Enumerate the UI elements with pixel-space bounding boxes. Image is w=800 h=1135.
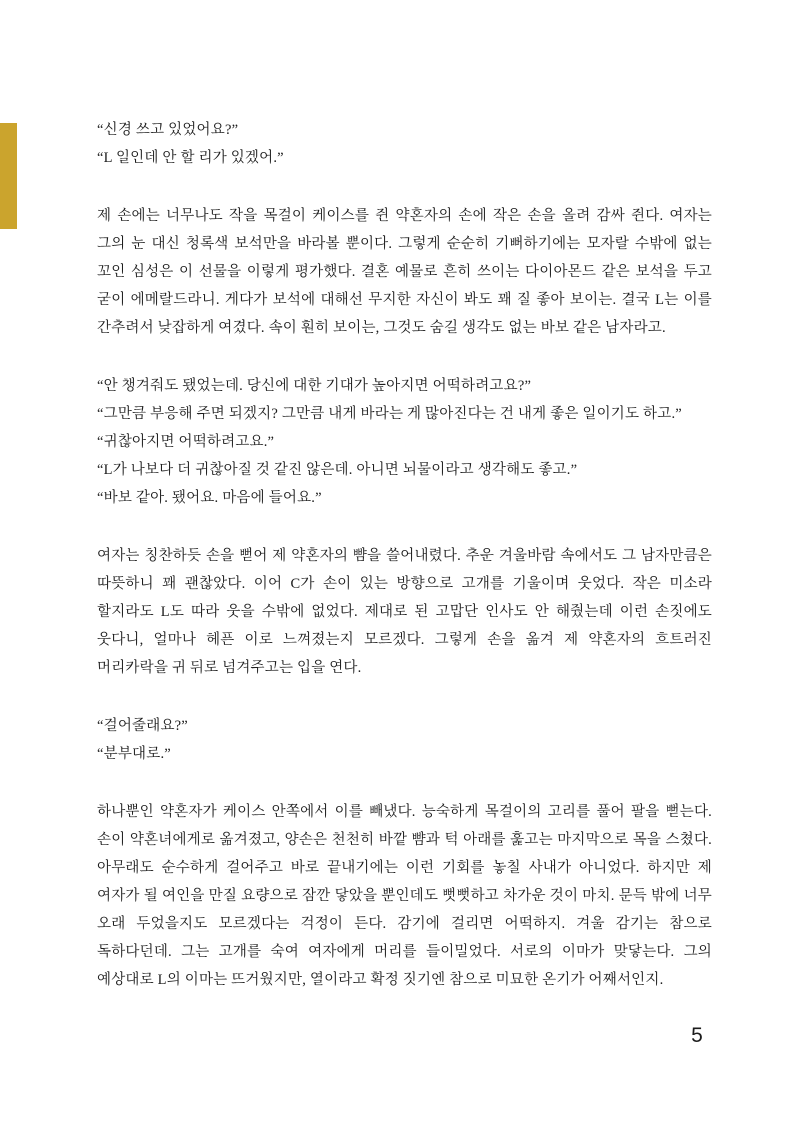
- dialogue-line: “걸어줄래요?”: [97, 718, 188, 734]
- dialogue-line: “L 일인데 안 할 리가 있겠어.”: [97, 150, 284, 166]
- dialogue-line: “그만큼 부응해 주면 되겠지? 그만큼 내게 바라는 게 많아진다는 건 내게 좋은 일이기도 하고.”: [97, 406, 682, 422]
- paragraph-text: 하나뿐인 약혼자가 케이스 안쪽에서 이를 빼냈다. 능숙하게 목걸이의 고리를 풀어 팔을 뻗는다. 손이 약혼녀에게로 옮겨졌고, 양손은 천천히 바깥 뺨과 턱 아래를 훑고는 마지막으로 목을 스쳤다. 아무래도 순수하게 걸어주고 바로 끝내기에는 이런 기회를 놓칠 사내가 아니었다. 하지만 제 여자가 될 여인을 만질 요량으로 잠깐 닿았을 뿐인데도 뻣뻣하고 차가운 것이 마치. 문득 밖에 너무 오래 두었을지도 모르겠다는 걱정이 든다. 감기에 걸리면 어떡하지. 겨울 감기는 참으로 독하다던데. 그는 고개를 숙여 여자에게 머리를 들이밀었다. 서로의 이마가 맞닿는다. 그의 예상대로 L의 이마는 뜨거웠지만, 열이라고 확정 짓기엔 참으로 미묘한 온기가 어째서인지.: [97, 804, 712, 988]
- paragraph-block: [97, 202, 712, 342]
- dialogue-line: “신경 쓰고 있었어요?”: [97, 122, 239, 138]
- accent-bar: [0, 123, 17, 229]
- dialogue-block: [97, 372, 712, 512]
- dialogue-block: [97, 712, 712, 768]
- text-blocks: [97, 116, 712, 994]
- dialogue-line: “안 챙겨줘도 됐었는데. 당신에 대한 기대가 높아지면 어떡하려고요?”: [97, 378, 532, 394]
- page-number: 5: [691, 1024, 703, 1047]
- paragraph-block: [97, 798, 712, 994]
- dialogue-line: “바보 같아. 됐어요. 마음에 들어요.”: [97, 490, 322, 506]
- dialogue-line: “분부대로.”: [97, 746, 171, 762]
- paragraph-text: 제 손에는 너무나도 작을 목걸이 케이스를 쥔 약혼자의 손에 작은 손을 올려 감싸 쥔다. 여자는 그의 눈 대신 청록색 보석만을 바라볼 뿐이다. 그렇게 순순히 기뻐하기에는 모자랄 수밖에 없는 꼬인 심성은 이 선물을 이렇게 평가했다. 결혼 예물로 흔히 쓰이는 다이아몬드 같은 보석을 두고 굳이 에메랄드라니. 게다가 보석에 대해선 무지한 자신이 봐도 꽤 질 좋아 보이는. 결국 L는 이를 간추려서 낮잡하게 여겼다. 속이 훤히 보이는, 그것도 숨길 생각도 없는 바보 같은 남자라고.: [97, 208, 712, 336]
- dialogue-block: [97, 116, 712, 172]
- paragraph-text: 여자는 칭찬하듯 손을 뻗어 제 약혼자의 뺨을 쓸어내렸다. 추운 겨울바람 속에서도 그 남자만큼은 따뜻하니 꽤 괜찮았다. 이어 C가 손이 있는 방향으로 고개를 기울이며 웃었다. 작은 미소라 할지라도 L도 따라 웃을 수밖에 없었다. 제대로 된 고맙단 인사도 안 해줬는데 이런 손짓에도 웃다니, 얼마나 헤픈 이로 느껴졌는지 모르겠다. 그렇게 손을 옮겨 제 약혼자의 흐트러진 머리카락을 귀 뒤로 넘겨주고는 입을 연다.: [97, 548, 712, 676]
- dialogue-line: “L가 나보다 더 귀찮아질 것 같진 않은데. 아니면 뇌물이라고 생각해도 좋고.”: [97, 462, 578, 478]
- paragraph-block: [97, 542, 712, 682]
- dialogue-line: “귀찮아지면 어떡하려고요.”: [97, 434, 275, 450]
